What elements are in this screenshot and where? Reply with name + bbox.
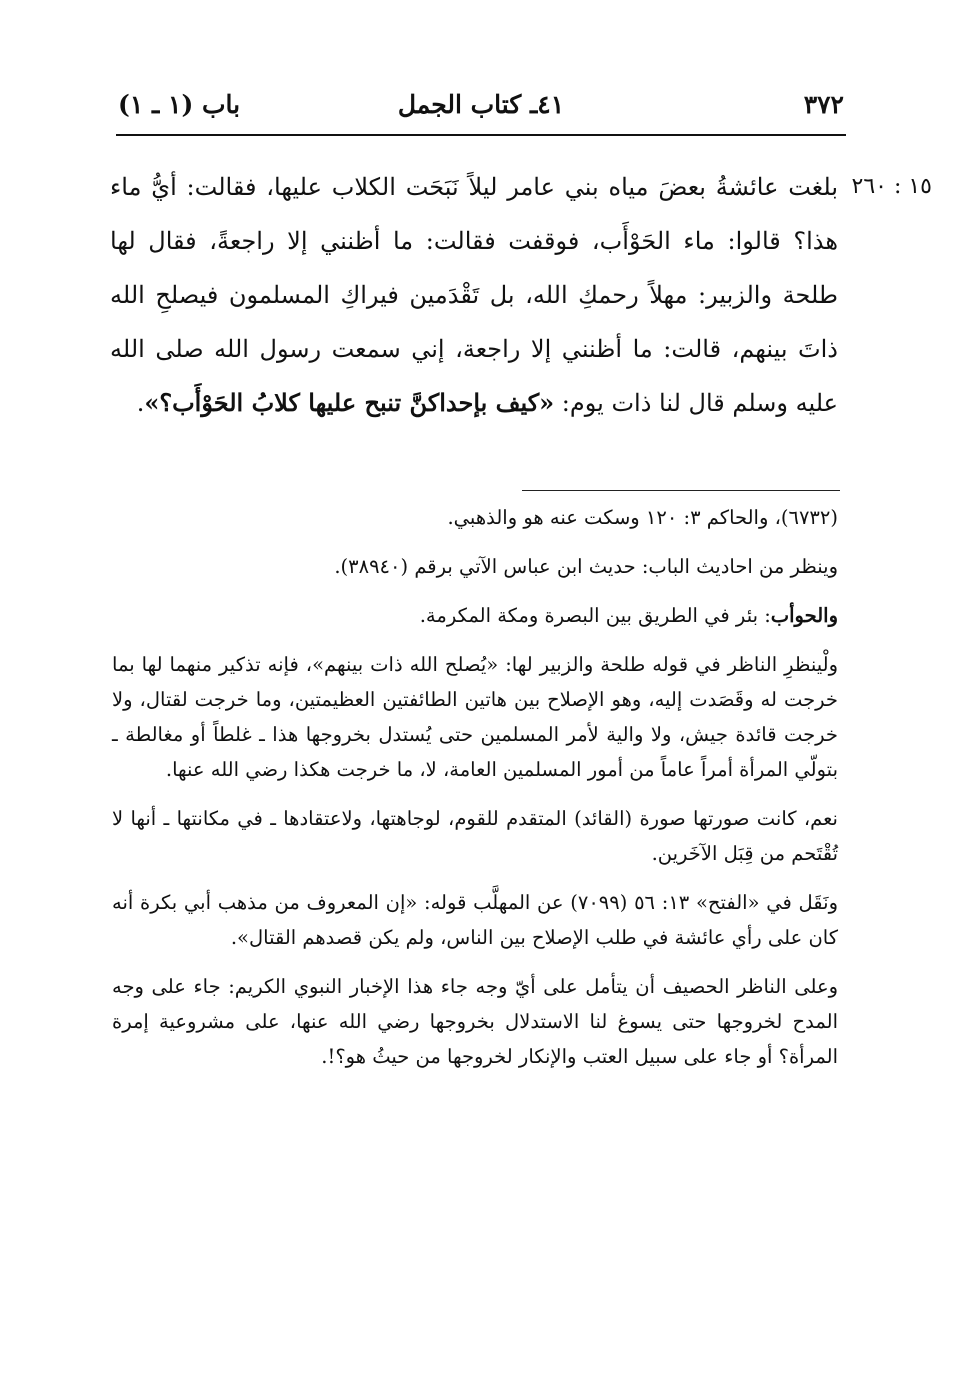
note-reference: وينظر من احاديث الباب: حديث ابن عباس الآتي برقم (٣٨٩٤٠). [334, 555, 838, 578]
note-paragraph-3: ونَقَل في «الفتح» ١٣: ٥٦ (٧٠٩٩) عن المهلَّب قوله: «إن المعروف من مذهب أبي بكرة أنه كان على رأي عائشة في طلب الإصلاح بين الناس، ولم يكن قصدهم القتال». [112, 891, 838, 949]
chapter-label: باب (١ ـ ١) [118, 90, 241, 119]
hadith-body: بلغت عائشةُ بعضَ مياه بني عامر ليلاً نَبَحَت الكلاب عليها، فقالت: أيُّ ماء هذا؟ قالوا: ماء الحَوْأَب، فوقفت فقالت: ما أظنني إلا راجعةً، فقال لها طلحة والزبير: مهلاً رحمكِ الله، بل تَقْدَمين فيراكِ المسلمون فيصلحِ الله ذاتَ بينهم، قالت: ما أظنني إلا راجعة، إني سمعت رسول الله صلى الله عليه وسلم قال لنا ذات يوم: [110, 173, 838, 417]
commentary [112, 500, 838, 1088]
hadith-text [110, 160, 838, 430]
footnote-divider [522, 490, 840, 491]
header-divider [116, 134, 846, 136]
page-header [118, 86, 844, 130]
note-paragraph-4: وعلى الناظر الحصيف أن يتأمل على أيّ وجه جاء هذا الإخبار النبوي الكريم: جاء على وجه المدح لخروجها حتى يسوغ لنا الاستدلال بخروجها رضي الله عنها، على مشروعية إمرة المرأة؟ أو جاء على سبيل العتب والإنكار لخروجها من حيثُ هو؟!. [112, 975, 838, 1068]
book-title: ٤١ـ كتاب الجمل [397, 90, 565, 119]
page-number: ٣٧٢ [803, 90, 844, 119]
defined-term: والحوأب [770, 604, 838, 627]
note-definition [112, 598, 838, 633]
hadith-quote: «كيف بإحداكنَّ تنبح عليها كلابُ الحَوْأَب؟» [144, 388, 555, 417]
definition-text: : بئر في الطريق بين البصرة ومكة المكرمة. [419, 604, 771, 627]
hadith-end: . [136, 389, 145, 417]
note-paragraph-1: ولْينظرِ الناظر في قوله طلحة والزبير لها: «يُصلح الله ذات بينهم»، فإنه تذكير منهما لها بما خرجت له وقَصَدت إليه، وهو الإصلاح بين هاتين الطائفتين العظيمتين، وما خرجت لقتال، ولا خرجت قائدة جيش، ولا والية لأمر المسلمين حتى يُستدل بخروجها هذا ـ غلطاً أو مغالطة ـ بتولّي المرأة أمراً عاماً من أمور المسلمين العامة، لا، ما خرجت هكذا رضي الله عنها. [112, 653, 838, 781]
note-paragraph-2: نعم، كانت صورتها صورة (القائد) المتقدم للقوم، لوجاهتها، ولاعتقادها ـ في مكانتها ـ أنها لا تُقْتَحم من قِبَل الآخَرين. [112, 807, 838, 865]
hadith-number: ١٥ : ٢٦٠ [851, 174, 932, 199]
note-source: (٦٧٣٢)، والحاكم ٣: ١٢٠ وسكت عنه هو والذهبي. [447, 506, 838, 529]
